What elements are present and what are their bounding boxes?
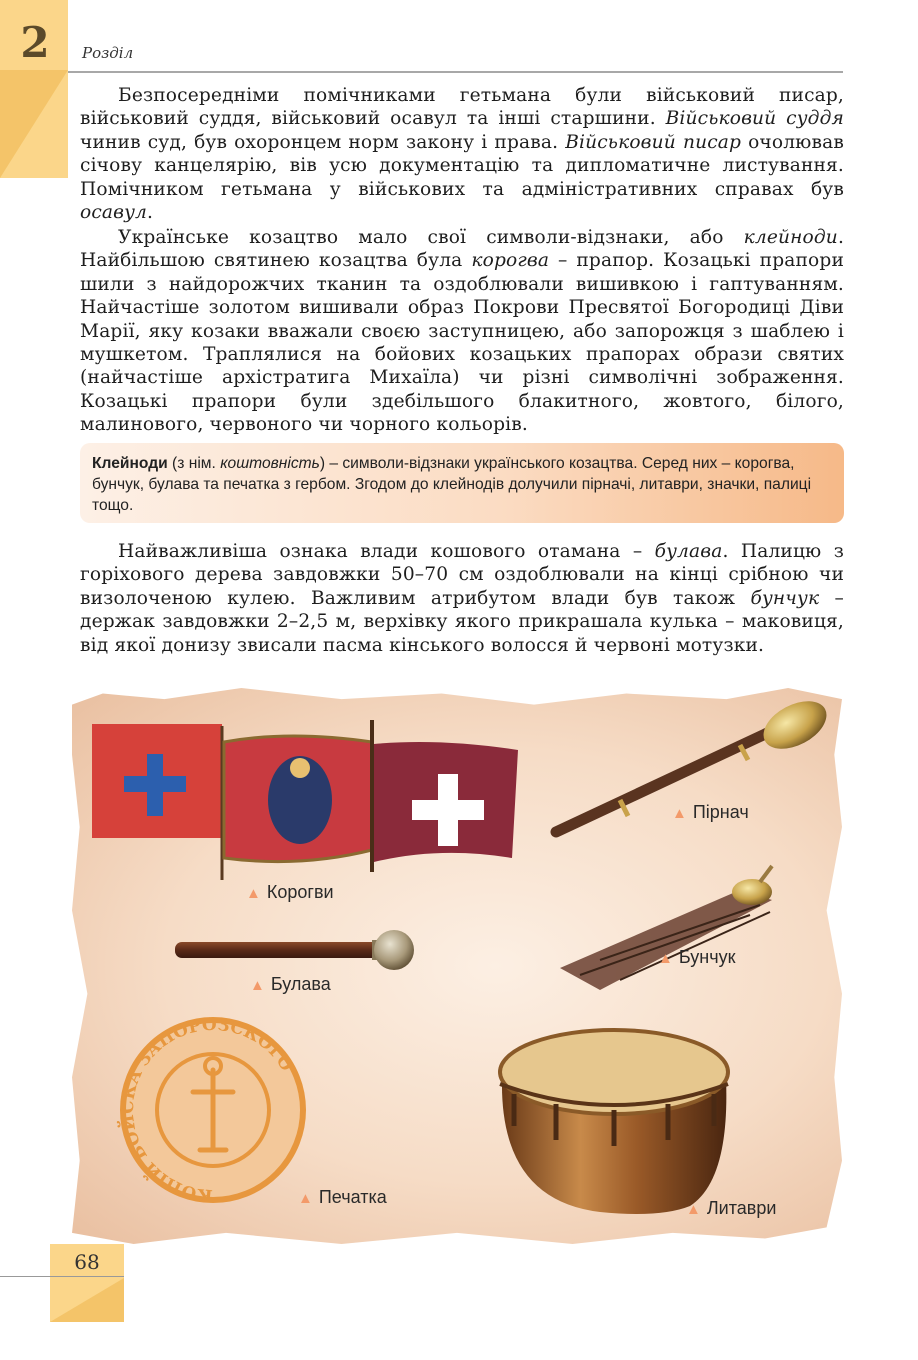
triangle-icon: ▲ [686, 1201, 701, 1218]
caption-pirnach [672, 802, 749, 823]
white-cross-horizontal [412, 800, 484, 820]
page-number-tab-fold [50, 1278, 124, 1322]
definition-body: ) – символи-відзнаки українського козацтва. Серед них – корогва, бунчук, булава та печатка з гербом. Згодом до клейнодів долучили пірначі, литаври, значки, палиці тощо. [92, 455, 812, 514]
chapter-number: 2 [20, 18, 50, 67]
caption-lytavry [686, 1198, 776, 1219]
caption-bulava-label: Булава [270, 974, 331, 994]
section-label: Розділ [82, 44, 134, 62]
caption-bunchuk-label: Бунчук [678, 947, 736, 967]
bunchuk-finial [760, 866, 772, 882]
italic-term: осавул [80, 202, 148, 224]
bunchuk-hair [560, 890, 772, 990]
italic-term: корогва [471, 250, 550, 272]
text-run: Українське козацтво мало свої символи-відзнаки, або [118, 227, 744, 248]
text-run: чинив суд, був охоронцем норм закону і права. [80, 131, 566, 153]
flags-image [92, 720, 518, 880]
caption-bulava [250, 974, 331, 995]
triangle-icon: ▲ [246, 885, 261, 902]
blue-cross-horizontal [124, 776, 186, 792]
lytavry-image [500, 1030, 728, 1214]
bunchuk-knob [732, 879, 772, 905]
bulava-shaft [175, 942, 380, 958]
triangle-icon: ▲ [658, 950, 673, 967]
text-run: . Палицю з горіхового дерева завдовжки 50–70 см оздоблювали на кінці срібною чи визолоченою кулею. Важливим атрибутом влади був також [80, 541, 844, 609]
text-run: очолював січову канцелярію, вів усю документацію та дипломатичне листування. Помічником гетьмана у військових та адміністративних справах був [80, 131, 844, 200]
text-run: . Найбільшою святинею козацтва була [80, 227, 844, 272]
seal-ring-text: КОПІЙ ВОЙСКА ЗАПОРОЗСКОГО [117, 1014, 297, 1206]
drum-skin [500, 1030, 728, 1114]
caption-pirnach-label: Пірнач [692, 802, 749, 822]
bulava-head [374, 930, 414, 970]
italic-term: булава [654, 541, 723, 562]
bunchuk-image [560, 866, 772, 990]
seal-image [116, 1015, 303, 1206]
italic-term: бунчук [750, 587, 820, 609]
archangel-halo [290, 758, 310, 778]
italic-term: Військовий суддя [665, 108, 844, 130]
caption-bunchuk [658, 947, 735, 968]
bulava-image [175, 930, 414, 970]
caption-korogvy-label: Корогви [266, 882, 334, 902]
footer-divider [0, 1276, 124, 1277]
text-run: Безпосередніми помічниками гетьмана були військовий писар, військовий суддя, військовий осавул та інші старшини. [80, 85, 844, 130]
text-run: – держак завдовжки 2–2,5 м, верхівку якого прикрашала кулька – маковиця, від якої донизу звисали пасма кінського волосся й червоні мотузки. [80, 587, 844, 656]
text-run: – прапор. Козацькі прапори шили з найдорожчих тканин та оздоблювали вишивкою і гаптуванням. Найчастіше золотом вишивали образ Покрови Пресвятої Богородиці Діви Марії, яку козаки вважали своєю заступницею, або запорожця з шаблею і мушкетом. Траплялися на бойових козацьких прапорах образи святих (найчастіше архістратига Михаїла) чи різні символічні зображення. Козацькі прапори були здебільшого блакитного, жовтого, білого, малинового, червоного чи чорного кольорів. [80, 250, 844, 436]
triangle-icon: ▲ [298, 1190, 313, 1207]
page-number: 68 [74, 1250, 100, 1274]
triangle-icon: ▲ [672, 805, 687, 822]
caption-lytavry-label: Литаври [706, 1198, 777, 1218]
triangle-icon: ▲ [250, 977, 265, 994]
caption-pechatka [298, 1187, 387, 1208]
italic-term: Військовий писар [565, 131, 742, 153]
pirnach-head [756, 691, 835, 758]
text-run: . [147, 202, 154, 224]
definition-term: Клейноди [92, 455, 168, 472]
definition-origin-prefix: (з нім. [167, 455, 221, 472]
text-run: Найважливіша ознака влади кошового отамана – [118, 541, 655, 562]
caption-korogvy [246, 882, 334, 903]
italic-term: клейноди [743, 227, 838, 248]
definition-origin-word: коштовність [220, 455, 320, 472]
caption-pechatka-label: Печатка [318, 1187, 387, 1207]
